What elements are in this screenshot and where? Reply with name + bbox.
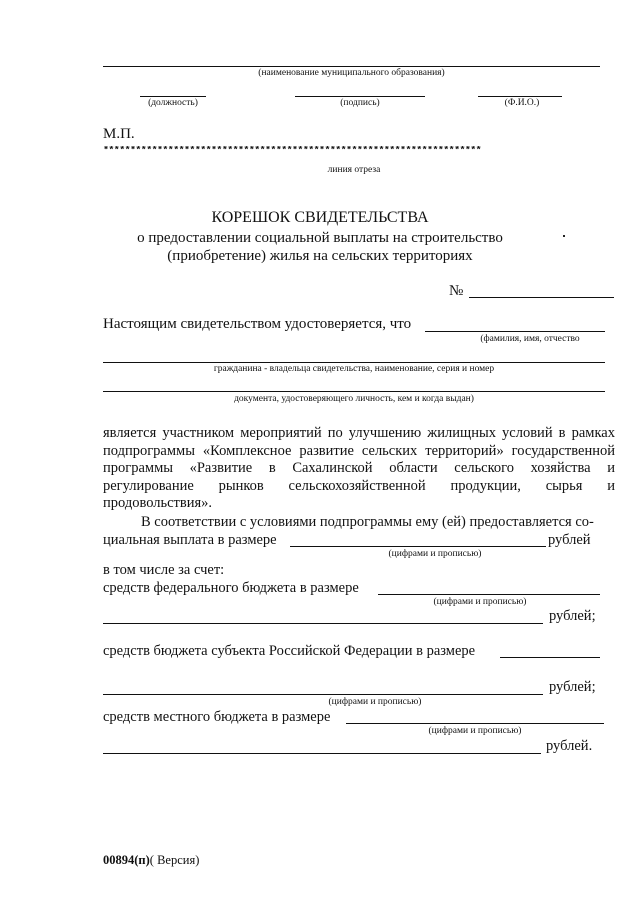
including-label: в том числе за счет:: [103, 562, 225, 578]
participant-paragraph: является участником мероприятий по улучшению жилищных условий в рамках подпрограммы «Комплексное развитие сельских территорий» государственной программы «Развитие в Сахалинской области сельского хозяйства и регулирование рынков сельскохозяйственной продукции, сырья и продовольствия».: [103, 425, 615, 511]
cut-line-label: линия отреза: [327, 165, 381, 175]
form-code: 00894(п): [103, 853, 150, 867]
local-label: средств местного бюджета в размере: [103, 709, 331, 725]
citizen-caption: гражданина - владельца свидетельства, наименование, серия и номер: [213, 364, 495, 374]
subject-label: средств бюджета субъекта Российской Федерации в размере: [103, 643, 476, 659]
name-caption: (Ф.И.О.): [504, 98, 540, 108]
position-line: [140, 96, 206, 97]
local-digits-caption: (цифрами и прописью): [428, 726, 522, 736]
certify-text: Настоящим свидетельством удостоверяется, что: [103, 316, 412, 332]
federal-rub-label: рублей;: [549, 608, 596, 624]
federal-label: средств федерального бюджета в размере: [103, 580, 359, 596]
citizen-line: [103, 362, 605, 363]
subject-amount-line2: [103, 694, 543, 695]
signature-caption: (подпись): [340, 98, 380, 108]
fio-line: [425, 331, 605, 332]
total-rub-label: рублей: [548, 532, 591, 548]
subject-digits-caption: (цифрами и прописью): [328, 697, 422, 707]
stamp-label: М.П.: [103, 126, 135, 142]
total-digits-caption: (цифрами и прописью): [388, 549, 482, 559]
number-line: [469, 297, 614, 298]
stray-mark: [563, 235, 565, 237]
document-line: [103, 391, 605, 392]
municipality-line: [103, 66, 600, 67]
local-amount-line2: [103, 753, 541, 754]
local-rub-label: рублей.: [546, 738, 593, 754]
federal-amount-line2: [103, 623, 543, 624]
federal-amount-line: [378, 594, 600, 595]
subject-rub-label: рублей;: [549, 679, 596, 695]
footer-form-code: [103, 853, 199, 868]
position-caption: (должность): [148, 98, 198, 108]
federal-digits-caption: (цифрами и прописью): [433, 597, 527, 607]
number-label: №: [449, 283, 464, 299]
conditions-line1: В соответствии с условиями подпрограммы ему (ей) предоставляется со-: [141, 514, 594, 530]
local-amount-line: [346, 723, 604, 724]
cut-stars: **********************************************************************: [103, 146, 482, 157]
municipality-caption: (наименование муниципального образования): [258, 68, 445, 78]
form-version: ( Версия): [149, 853, 200, 867]
title-main: КОРЕШОК СВИДЕТЕЛЬСТВА: [211, 209, 429, 226]
title-line3: (приобретение) жилья на сельских территориях: [167, 248, 473, 264]
conditions-line2: циальная выплата в размере: [103, 532, 277, 548]
signature-line: [295, 96, 425, 97]
total-amount-line: [290, 546, 546, 547]
name-line: [478, 96, 562, 97]
document-caption: документа, удостоверяющего личность, кем и когда выдан): [234, 394, 474, 404]
title-line2: о предоставлении социальной выплаты на строительство: [137, 230, 503, 246]
fio-caption: (фамилия, имя, отчество: [480, 334, 580, 344]
subject-amount-line: [500, 657, 600, 658]
